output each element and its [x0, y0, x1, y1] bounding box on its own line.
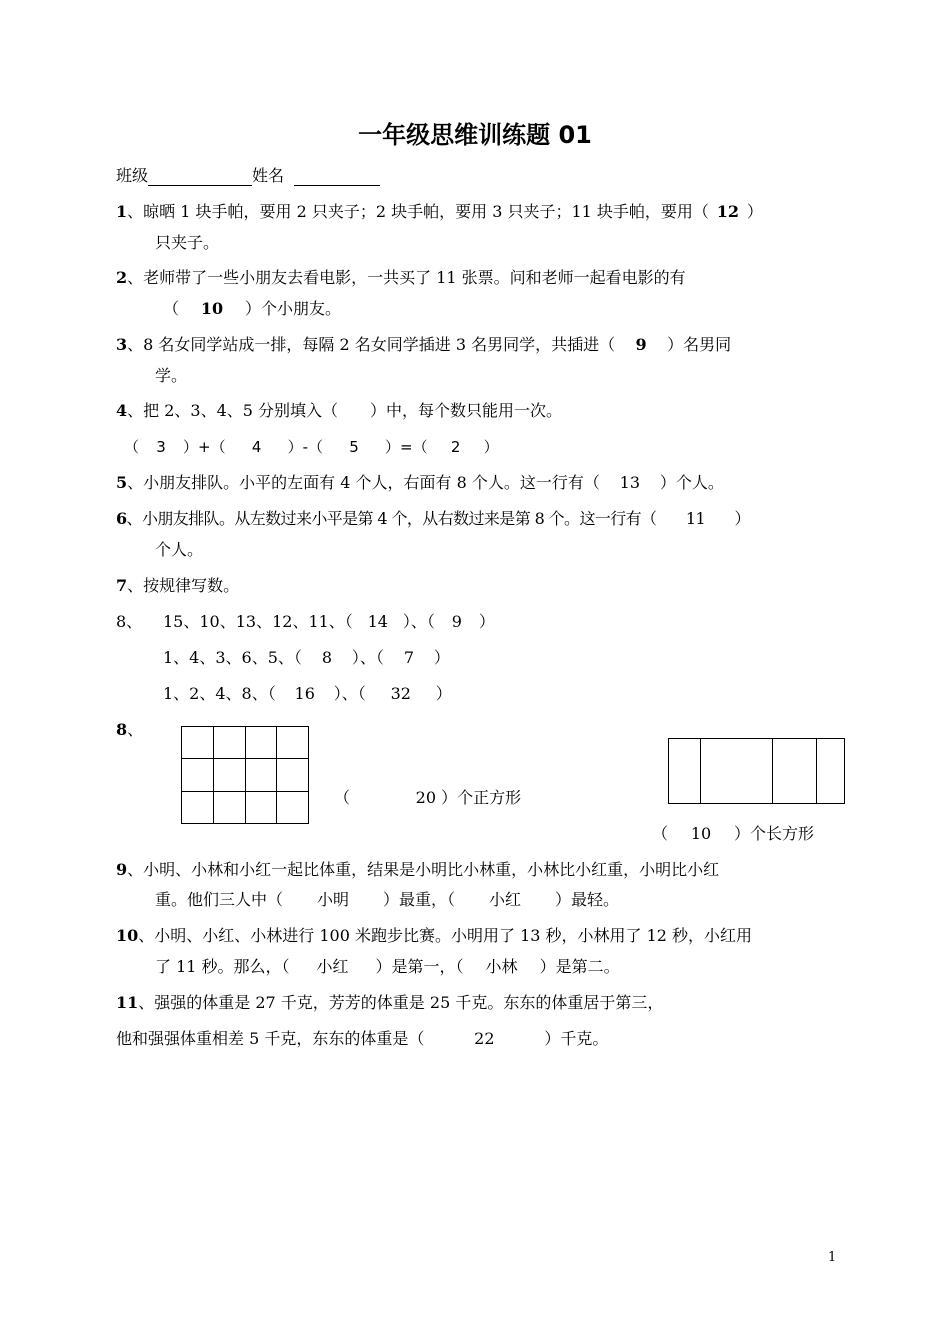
rectangle-figure: [668, 738, 846, 806]
question-6-line2: 个人。: [155, 540, 204, 559]
grid-cell: [213, 791, 245, 823]
question-text: ）: [746, 202, 763, 221]
grid-cell: [182, 727, 214, 759]
question-text: 、小朋友排队。小平的左面有 4 个人，右面有 8 个人。这一行有（: [127, 473, 600, 492]
question-text: 、小明、小林和小红一起比体重，结果是小明比小林重，小林比小红重，小明比小红: [127, 860, 720, 879]
question-9: [116, 860, 719, 880]
question-number: 3: [116, 335, 128, 354]
answer: 9: [451, 612, 462, 631]
sequence-text: ）、（: [351, 648, 384, 667]
question-8b-number: [116, 720, 143, 740]
question-text: ）名男同: [667, 335, 732, 354]
class-blank[interactable]: [148, 167, 252, 186]
answer: 小明: [317, 890, 350, 909]
question-text: 、小朋友排队。从左数过来小平是第 4 个，从右数过来是第 8 个。这一行有（: [126, 509, 657, 528]
operator: ）+（: [183, 438, 226, 456]
question-text: ）最轻。: [555, 890, 620, 909]
question-9-line2: [155, 890, 619, 910]
question-number: 2: [116, 268, 128, 287]
name-blank[interactable]: [294, 167, 380, 186]
sequence-text: ）: [433, 648, 450, 667]
question-text: ）是第一，（: [375, 957, 464, 976]
question-text: ）个正方形: [441, 788, 522, 807]
name-label: 姓名: [252, 166, 285, 185]
question-10: [116, 926, 752, 946]
question-text: 、按规律写数。: [127, 576, 240, 595]
question-5: [116, 473, 724, 493]
answer: 16: [294, 684, 315, 703]
answer: 4: [251, 438, 262, 456]
question-11: [116, 993, 663, 1013]
grid-cell: [245, 759, 277, 791]
operator: ）=（: [385, 438, 428, 456]
question-number: 6: [116, 509, 127, 528]
paren: （: [124, 438, 140, 456]
answer: 10: [200, 299, 224, 318]
question-2-line2: [163, 299, 341, 319]
sequence-text: ）: [435, 684, 452, 703]
answer: 2: [450, 438, 461, 456]
answer: 10: [690, 824, 712, 843]
question-text: ）最重，（: [383, 890, 456, 909]
student-info-line: [116, 166, 380, 186]
question-number: 4: [116, 401, 128, 420]
question-8-number: 8、: [116, 612, 143, 631]
squares-answer-line: [334, 788, 521, 808]
question-1-line2: 只夹子。: [155, 233, 220, 252]
paren: （: [652, 824, 669, 843]
question-text: ）是第二。: [539, 957, 620, 976]
separator: 、: [127, 720, 144, 739]
answer: 32: [390, 684, 411, 703]
question-7: [116, 576, 239, 596]
grid-cell: [277, 791, 309, 823]
question-number: 7: [116, 576, 128, 595]
grid-cell: [182, 791, 214, 823]
question-text: 、强强的体重是 27 千克，芳芳的体重是 25 千克。东东的体重居于第三，: [138, 993, 664, 1012]
question-11-line2: [116, 1029, 608, 1049]
question-number: 11: [116, 993, 139, 1012]
question-2: [116, 268, 686, 288]
grid-cell: [245, 727, 277, 759]
question-text: 、8 名女同学站成一排，每隔 2 名女同学插进 3 名男同学，共插进（: [127, 335, 616, 354]
grid-cell: [277, 759, 309, 791]
answer: 小林: [485, 957, 518, 976]
question-text: 、晾晒 1 块手帕，要用 2 只夹子；2 块手帕，要用 3 只夹子；11 块手帕，要用（: [127, 202, 709, 221]
sequence-row: [163, 684, 452, 704]
question-number: 9: [116, 860, 128, 879]
sequence-text: ）: [478, 612, 495, 631]
question-text: ）个小朋友。: [245, 299, 342, 318]
question-3: [116, 335, 731, 355]
sequence-text: 1、2、4、8、（: [163, 684, 276, 703]
answer: 7: [403, 648, 415, 667]
question-text: ）: [734, 509, 750, 528]
question-text: 、把 2、3、4、5 分别填入（ ）中，每个数只能用一次。: [127, 401, 563, 420]
answer: 12: [716, 202, 740, 221]
question-6: [116, 509, 750, 529]
answer: 小红: [316, 957, 349, 976]
question-4: [116, 401, 562, 421]
grid-cell: [213, 727, 245, 759]
question-10-line2: [155, 957, 620, 977]
sequence-text: ）、（: [402, 612, 435, 631]
answer: 14: [367, 612, 388, 631]
grid-cell: [277, 727, 309, 759]
answer: 20: [415, 788, 437, 807]
page-title: 一年级思维训练题 01: [358, 121, 592, 149]
question-number: 8: [116, 720, 128, 739]
question-3-line2: 学。: [155, 366, 188, 385]
paren: ）: [483, 438, 499, 456]
question-text: ）千克。: [544, 1029, 609, 1048]
sequence-text: 15、10、13、12、11、（: [163, 612, 353, 631]
grid-cell: [245, 791, 277, 823]
grid-cell: [182, 759, 214, 791]
question-text: ）个长方形: [734, 824, 815, 843]
question-text: ）个人。: [659, 473, 724, 492]
rectangles-answer-line: [652, 824, 814, 844]
question-number: 5: [116, 473, 128, 492]
answer: 小红: [489, 890, 522, 909]
sequence-row: [163, 648, 450, 668]
question-text: （: [163, 299, 180, 318]
sequence-row: [163, 612, 495, 632]
square-grid-figure: [181, 726, 309, 824]
question-text: 重。他们三人中（: [155, 890, 284, 909]
paren: （: [334, 788, 351, 807]
sequence-text: ）、（: [333, 684, 366, 703]
page-number: 1: [828, 1250, 837, 1265]
question-text: 、老师带了一些小朋友去看电影，一共买了 11 张票。问和老师一起看电影的有: [127, 268, 686, 287]
answer: 8: [321, 648, 332, 667]
answer: 22: [474, 1029, 495, 1048]
grid-cell: [213, 759, 245, 791]
outer-rectangle: [669, 739, 845, 804]
question-number: 10: [116, 926, 139, 945]
answer: 9: [635, 335, 647, 354]
question-text: 了 11 秒。那么，（: [155, 957, 290, 976]
operator: ）-（: [287, 438, 324, 456]
question-text: 、小明、小红、小林进行 100 米跑步比赛。小明用了 13 秒，小林用了 12 秒，小红用: [138, 926, 753, 945]
question-text: 他和强强体重相差 5 千克，东东的体重是（: [116, 1029, 425, 1048]
answer: 13: [619, 473, 641, 492]
answer: 5: [349, 438, 359, 456]
question-number: 1: [116, 202, 128, 221]
answer: 3: [156, 438, 166, 456]
sequence-text: 1、4、3、6、5、（: [163, 648, 302, 667]
question-1: [116, 202, 763, 222]
question-4-expression: [124, 437, 499, 457]
class-label: 班级: [116, 166, 149, 185]
answer: 11: [685, 509, 706, 528]
